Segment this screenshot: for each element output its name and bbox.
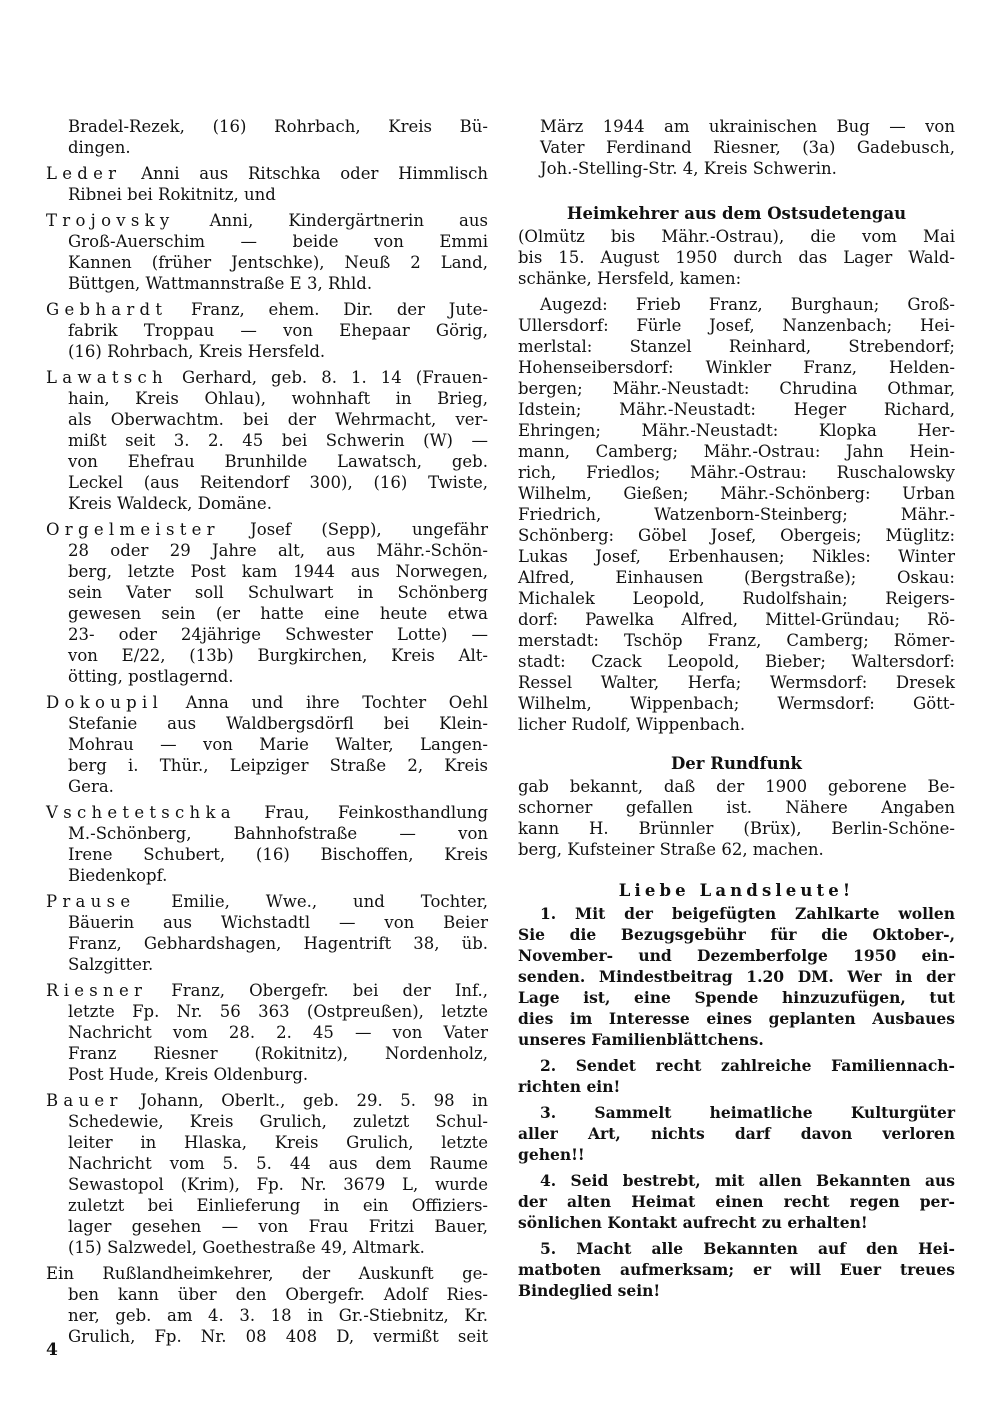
text-line: (Olmütz bis Mähr.-Ostrau), die vom Mai: [518, 227, 955, 246]
text-line: Nachricht vom 28. 2. 45 — von Vater: [68, 1023, 488, 1042]
heading-liebe-landsleute: Liebe Landsleute!: [618, 881, 855, 900]
appeal-item-5: [518, 1238, 955, 1301]
text-line: Nachricht vom 5. 5. 44 aus dem Raume: [68, 1154, 488, 1173]
text-line: ötting, postlagernd.: [68, 667, 234, 686]
entry-orgelmeister: [46, 519, 488, 687]
entry-first-line: [46, 802, 488, 823]
text-line: zuletzt bei Einlieferung in ein Offiziers-: [68, 1196, 488, 1215]
text-line: Groß-Auerschim — beide von Emmi: [68, 232, 488, 251]
line-text: Gerhard, geb. 8. 1. 14 (Frauen-: [182, 368, 488, 387]
text-line: berg, letzte Post kam 1944 aus Norwegen,: [68, 562, 488, 581]
text-line: Mohrau — von Marie Walter, Langen-: [68, 735, 488, 754]
text-line: (15) Salzwedel, Goethestraße 49, Altmark.: [68, 1238, 425, 1257]
text-line: merstadt: Tschöp Franz, Camberg; Römer-: [518, 631, 955, 650]
text-line: als Oberwachtm. bei der Wehrmacht, ver-: [68, 410, 488, 429]
entry-first-line: [46, 210, 488, 231]
text-line: Ressel Walter, Herfa; Wermsdorf: Dresek: [518, 673, 955, 692]
text-line: März 1944 am ukrainischen Bug — von: [540, 117, 955, 136]
entry-bauer: [46, 1090, 488, 1258]
text-line: Ribnei bei Rokitnitz, und: [68, 185, 276, 204]
text-line: Lukas Josef, Erbenhausen; Nikles: Winter: [518, 547, 955, 566]
line-text: Anni, Kindergärtnerin aus: [209, 211, 488, 230]
entry-first-line: [46, 692, 488, 713]
text-line: M.-Schönberg, Bahnhofstraße — von: [68, 824, 488, 843]
text-line: November- und Dezemberfolge 1950 ein-: [518, 946, 955, 965]
text-line: Friedrich, Watzenborn-Steinberg; Mähr.-: [518, 505, 955, 524]
text-line: mann, Camberg; Mähr.-Ostrau: Jahn Hein-: [518, 442, 955, 461]
left-column: [46, 116, 488, 1352]
rundfunk-text: [518, 776, 955, 860]
entry-leder: [46, 163, 488, 205]
text-line: hain, Kreis Ohlau), wohnhaft in Brieg,: [68, 389, 488, 408]
continuation-paragraph: [46, 116, 488, 158]
text-line: Grulich, Fp. Nr. 08 408 D, vermißt seit: [68, 1327, 488, 1346]
text-line: mißt seit 3. 2. 45 bei Schwerin (W) —: [68, 431, 488, 450]
text-line: matboten aufmerksam; er will Euer treues: [518, 1260, 955, 1279]
text-line: dies im Interesse eines geplanten Ausbaues: [518, 1009, 955, 1028]
text-line: gab bekannt, daß der 1900 geborene Be-: [518, 777, 955, 796]
text-line: ben kann über den Obergefr. Adolf Ries-: [68, 1285, 488, 1304]
text-line: Schönberg: Göbel Josef, Obergeis; Müglitz:: [518, 526, 955, 545]
text-line: Sie die Bezugsgebühr für die Oktober-,: [518, 925, 955, 944]
line-text: Anna und ihre Tochter Oehl: [185, 693, 488, 712]
entry-first-line: [46, 299, 488, 320]
entry-first-line: [46, 980, 488, 1001]
entry-surname: Dokoupil: [46, 693, 164, 712]
text-line: Augezd: Frieb Franz, Burghaun; Groß-: [540, 295, 955, 314]
text-line: Sewastopol (Krim), Fp. Nr. 3679 L, wurde: [68, 1175, 488, 1194]
text-line: 28 oder 29 Jahre alt, aus Mähr.-Schön-: [68, 541, 488, 560]
text-line: Post Hude, Kreis Oldenburg.: [68, 1065, 309, 1084]
line-text: Franz, ehem. Dir. der Jute-: [191, 300, 488, 319]
text-line: dingen.: [68, 138, 131, 157]
entry-gebhardt: [46, 299, 488, 362]
rundfunk-paragraph: [518, 776, 955, 860]
entry-first-line: [46, 163, 488, 184]
line-text: Frau, Feinkosthandlung: [264, 803, 489, 822]
heimkehrer-list: [518, 294, 955, 735]
heading-rundfunk: Der Rundfunk: [670, 754, 802, 773]
text-line: Stefanie aus Waldbergsdörfl bei Klein-: [68, 714, 488, 733]
text-line: 3. Sammelt heimatliche Kulturgüter: [540, 1103, 955, 1122]
entry-vschetetschka: [46, 802, 488, 886]
text-line: Irene Schubert, (16) Bischoffen, Kreis: [68, 845, 488, 864]
text-line: Ullersdorf: Fürle Josef, Nanzenbach; Hei-: [518, 316, 955, 335]
continuation-paragraph: [518, 116, 955, 179]
text-line: 4. Seid bestrebt, mit allen Bekannten aus: [540, 1171, 955, 1190]
text-line: lager gesehen — von Frau Fritzi Bauer,: [68, 1217, 488, 1236]
appeal-list: [518, 903, 955, 1301]
line-text: Josef (Sepp), ungefähr: [250, 520, 488, 539]
returnee-list: [518, 294, 955, 735]
text-line: Kreis Waldeck, Domäne.: [68, 494, 272, 513]
heading-heimkehrer: Heimkehrer aus dem Ostsudetengau: [566, 204, 907, 223]
text-line: Bäuerin aus Wichstadtl — von Beier: [68, 913, 488, 932]
entry-surname: Orgelmeister: [46, 520, 220, 539]
text-line: berg, Kufsteiner Straße 62, machen.: [518, 840, 824, 859]
text-line: letzte Fp. Nr. 56 363 (Ostpreußen), letzte: [68, 1002, 488, 1021]
entry-surname: Gebhardt: [46, 300, 168, 319]
text-line: dorf: Pawelka Alfred, Mittel-Gründau; Rö-: [518, 610, 955, 629]
line-text: Johann, Oberlt., geb. 29. 5. 98 in: [140, 1091, 488, 1110]
entry-surname: Trojovsky: [46, 211, 175, 230]
entry-dokoupil: [46, 692, 488, 797]
text-line: Hohenseibersdorf: Winkler Franz, Helden-: [518, 358, 955, 377]
text-line: unseres Familienblättchens.: [518, 1030, 764, 1049]
entry-lawatsch: [46, 367, 488, 514]
text-line: leiter in Hlaska, Kreis Grulich, letzte: [68, 1133, 488, 1152]
text-line: schorner gefallen ist. Nähere Angaben: [518, 798, 955, 817]
appeal-item-2: [518, 1055, 955, 1097]
text-line: Salzgitter.: [68, 955, 154, 974]
text-line: Wilhelm, Wippenbach; Wermsdorf: Gött-: [518, 694, 955, 713]
text-line: sönlichen Kontakt aufrecht zu erhalten!: [518, 1213, 868, 1232]
entry-surname: Riesner: [46, 981, 148, 1000]
entry-first-line: [46, 519, 488, 540]
entry-russland-heimkehrer: [46, 1263, 488, 1347]
page-number: 4: [46, 1340, 58, 1360]
text-line: sein Vater soll Schulwart in Schönberg: [68, 583, 488, 602]
text-line: Vater Ferdinand Riesner, (3a) Gadebusch,: [540, 138, 955, 157]
text-line: Kannen (früher Jentschke), Neuß 2 Land,: [68, 253, 488, 272]
entry-trojovsky: [46, 210, 488, 294]
text-line: 1. Mit der beigefügten Zahlkarte wollen: [540, 904, 955, 923]
line-text: Anni aus Ritschka oder Himmlisch: [141, 164, 489, 183]
text-line: stadt: Czack Leopold, Bieber; Waltersdorf:: [518, 652, 955, 671]
text-line: senden. Mindestbeitrag 1.20 DM. Wer in der: [518, 967, 955, 986]
text-line: licher Rudolf, Wippenbach.: [518, 715, 746, 734]
text-line: gehen!!: [518, 1145, 585, 1164]
text-line: bis 15. August 1950 durch das Lager Wald-: [518, 248, 955, 267]
text-line: Michalek Leopold, Rudolfshain; Reigers-: [518, 589, 955, 608]
text-line: Ein Rußlandheimkehrer, der Auskunft ge-: [46, 1264, 488, 1283]
text-line: gewesen sein (er hatte eine heute etwa: [68, 604, 488, 623]
entry-riesner: [46, 980, 488, 1085]
intro-text: [518, 226, 955, 289]
appeal-item-4: [518, 1170, 955, 1233]
line-text: Franz, Obergefr. bei der Inf.,: [171, 981, 488, 1000]
text-line: der alten Heimat einen recht regen per-: [518, 1192, 955, 1211]
text-line: kann H. Brünnler (Brüx), Berlin-Schöne-: [518, 819, 955, 838]
text-line: fabrik Troppau — von Ehepaar Görig,: [68, 321, 488, 340]
text-line: Franz, Gebhardshagen, Hagentrift 38, üb.: [68, 934, 488, 953]
text-line: von E/22, (13b) Burgkirchen, Kreis Alt-: [68, 646, 488, 665]
heimkehrer-intro: [518, 226, 955, 289]
text-line: ner, geb. am 4. 3. 18 in Gr.-Stiebnitz, Kr.: [68, 1306, 488, 1325]
text-line: Lage ist, eine Spende hinzuzufügen, tut: [518, 988, 955, 1007]
entry-first-line: [46, 367, 488, 388]
text-line: 2. Sendet recht zahlreiche Familiennach-: [540, 1056, 955, 1075]
right-column: [518, 116, 955, 1306]
text-line: von Ehefrau Brunhilde Lawatsch, geb.: [68, 452, 488, 471]
text-line: Franz Riesner (Rokitnitz), Nordenholz,: [68, 1044, 488, 1063]
text-line: 5. Macht alle Bekannten auf den Hei-: [540, 1239, 955, 1258]
text-line: Bindeglied sein!: [518, 1281, 661, 1300]
entry-surname: Prause: [46, 892, 136, 911]
text-line: Schedewie, Kreis Grulich, zuletzt Schul-: [68, 1112, 488, 1131]
text-line: merlstal: Stanzel Reinhard, Strebendorf;: [518, 337, 955, 356]
entry-prause: [46, 891, 488, 975]
entry-surname: Vschetetschka: [46, 803, 236, 822]
text-line: (16) Rohrbach, Kreis Hersfeld.: [68, 342, 326, 361]
text-line: rich, Friedlos; Mähr.-Ostrau: Ruschalowsky: [518, 463, 955, 482]
appeal-item-1: [518, 903, 955, 1050]
appeal-item-3: [518, 1102, 955, 1165]
text-line: berg i. Thür., Leipziger Straße 2, Kreis: [68, 756, 488, 775]
text-line: richten ein!: [518, 1077, 621, 1096]
text-line: Wilhelm, Gießen; Mähr.-Schönberg: Urban: [518, 484, 955, 503]
text-line: Gera.: [68, 777, 114, 796]
text-line: Büttgen, Wattmannstraße E 3, Rhld.: [68, 274, 373, 293]
text-line: bergen; Mähr.-Neustadt: Chrudina Othmar,: [518, 379, 955, 398]
entry-first-line: [46, 891, 488, 912]
text-line: Idstein; Mähr.-Neustadt: Heger Richard,: [518, 400, 955, 419]
entry-first-line: [46, 1090, 488, 1111]
text-line: Alfred, Einhausen (Bergstraße); Oskau:: [518, 568, 955, 587]
text-line: schänke, Hersfeld, kamen:: [518, 269, 742, 288]
text-line: aller Art, nichts darf davon verloren: [518, 1124, 955, 1143]
text-line: Biedenkopf.: [68, 866, 168, 885]
riesner-continuation: [518, 116, 955, 179]
entry-surname: Lawatsch: [46, 368, 168, 387]
text-line: Leckel (aus Reitendorf 300), (16) Twiste,: [68, 473, 488, 492]
text-line: 23- oder 24jährige Schwester Lotte) —: [68, 625, 488, 644]
entry-surname: Leder: [46, 164, 122, 183]
text-line: Ehringen; Mähr.-Neustadt: Klopka Her-: [518, 421, 955, 440]
entry-surname: Bauer: [46, 1091, 123, 1110]
text-line: Joh.-Stelling-Str. 4, Kreis Schwerin.: [540, 159, 837, 178]
text-line: Bradel-Rezek, (16) Rohrbach, Kreis Bü-: [68, 117, 488, 136]
line-text: Emilie, Wwe., und Tochter,: [171, 892, 488, 911]
